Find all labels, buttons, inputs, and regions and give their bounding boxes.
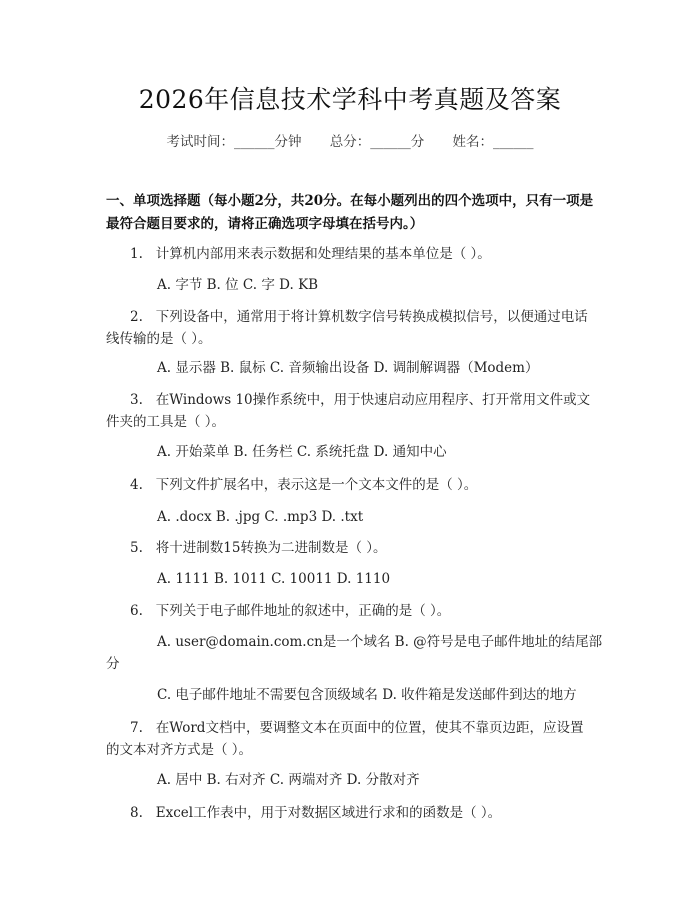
question-text: 在Word文档中，要调整文本在页面中的位置，使其不靠页边距，应设置 <box>155 720 584 736</box>
question-3-options: A. 开始菜单 B. 任务栏 C. 系统托盘 D. 通知中心 <box>157 444 447 460</box>
question-text: 在Windows 10操作系统中，用于快速启动应用程序、打开常用文件或文 <box>155 392 591 408</box>
question-number: 1. <box>130 246 143 262</box>
question-5-options: A. 1111 B. 1011 C. 10011 D. 1110 <box>157 571 391 587</box>
question-2-options: A. 显示器 B. 鼠标 C. 音频输出设备 D. 调制解调器（Modem） <box>157 360 539 376</box>
question-2-text-continued: 线传输的是（ ）。 <box>106 331 212 347</box>
question-text: 将十进制数15转换为二进制数是（ ）。 <box>155 540 387 556</box>
question-number: 3. <box>130 392 143 408</box>
exam-title: 2026年信息技术学科中考真题及答案 <box>138 85 562 114</box>
question-8 <box>130 802 501 824</box>
question-text: 计算机内部用来表示数据和处理结果的基本单位是（ ）。 <box>155 246 491 262</box>
student-name-field: 姓名：______ <box>452 134 534 150</box>
exam-meta <box>0 130 700 150</box>
question-number: 7. <box>130 720 143 736</box>
question-number: 2. <box>130 309 143 325</box>
question-6-options-second-row: C. 电子邮件地址不需要包含顶级域名 D. 收件箱是发送邮件到达的地方 <box>157 687 577 703</box>
question-7-options: A. 居中 B. 右对齐 C. 两端对齐 D. 分散对齐 <box>157 772 420 788</box>
question-4 <box>130 474 477 496</box>
question-number: 4. <box>130 477 143 493</box>
question-6 <box>130 600 450 622</box>
question-text: 下列关于电子邮件地址的叙述中，正确的是（ ）。 <box>155 603 451 619</box>
question-3-text-continued: 件夹的工具是（ ）。 <box>106 414 226 430</box>
question-text: 下列文件扩展名中，表示这是一个文本文件的是（ ）。 <box>155 477 478 493</box>
question-1 <box>130 243 491 265</box>
question-7 <box>130 717 583 739</box>
question-number: 6. <box>130 603 143 619</box>
section-heading: 一、单项选择题（每小题2分，共20分。在每小题列出的四个选项中，只有一项是最符合题目要求的，请将正确选项字母填在括号内。） <box>106 193 594 232</box>
question-text: Excel工作表中，用于对数据区域进行求和的函数是（ ）。 <box>155 805 502 821</box>
exam-time-field: 考试时间：______分钟 <box>166 134 302 150</box>
question-7-text-continued: 的文本对齐方式是（ ）。 <box>106 742 253 758</box>
question-4-options: A. .docx B. .jpg C. .mp3 D. .txt <box>157 509 364 525</box>
question-1-options: A. 字节 B. 位 C. 字 D. KB <box>157 277 319 293</box>
question-2 <box>130 306 588 328</box>
question-number: 5. <box>130 540 143 556</box>
question-6-options: A. user@domain.com.cn是一个域名 B. @符号是电子邮件地址的结尾部 <box>157 634 603 650</box>
question-number: 8. <box>130 805 143 821</box>
question-6-options-continued: 分 <box>106 656 120 672</box>
question-3 <box>130 389 590 411</box>
total-score-field: 总分：______分 <box>329 134 425 150</box>
question-text: 下列设备中，通常用于将计算机数字信号转换成模拟信号，以便通过电话 <box>155 309 588 325</box>
question-5 <box>130 537 387 559</box>
